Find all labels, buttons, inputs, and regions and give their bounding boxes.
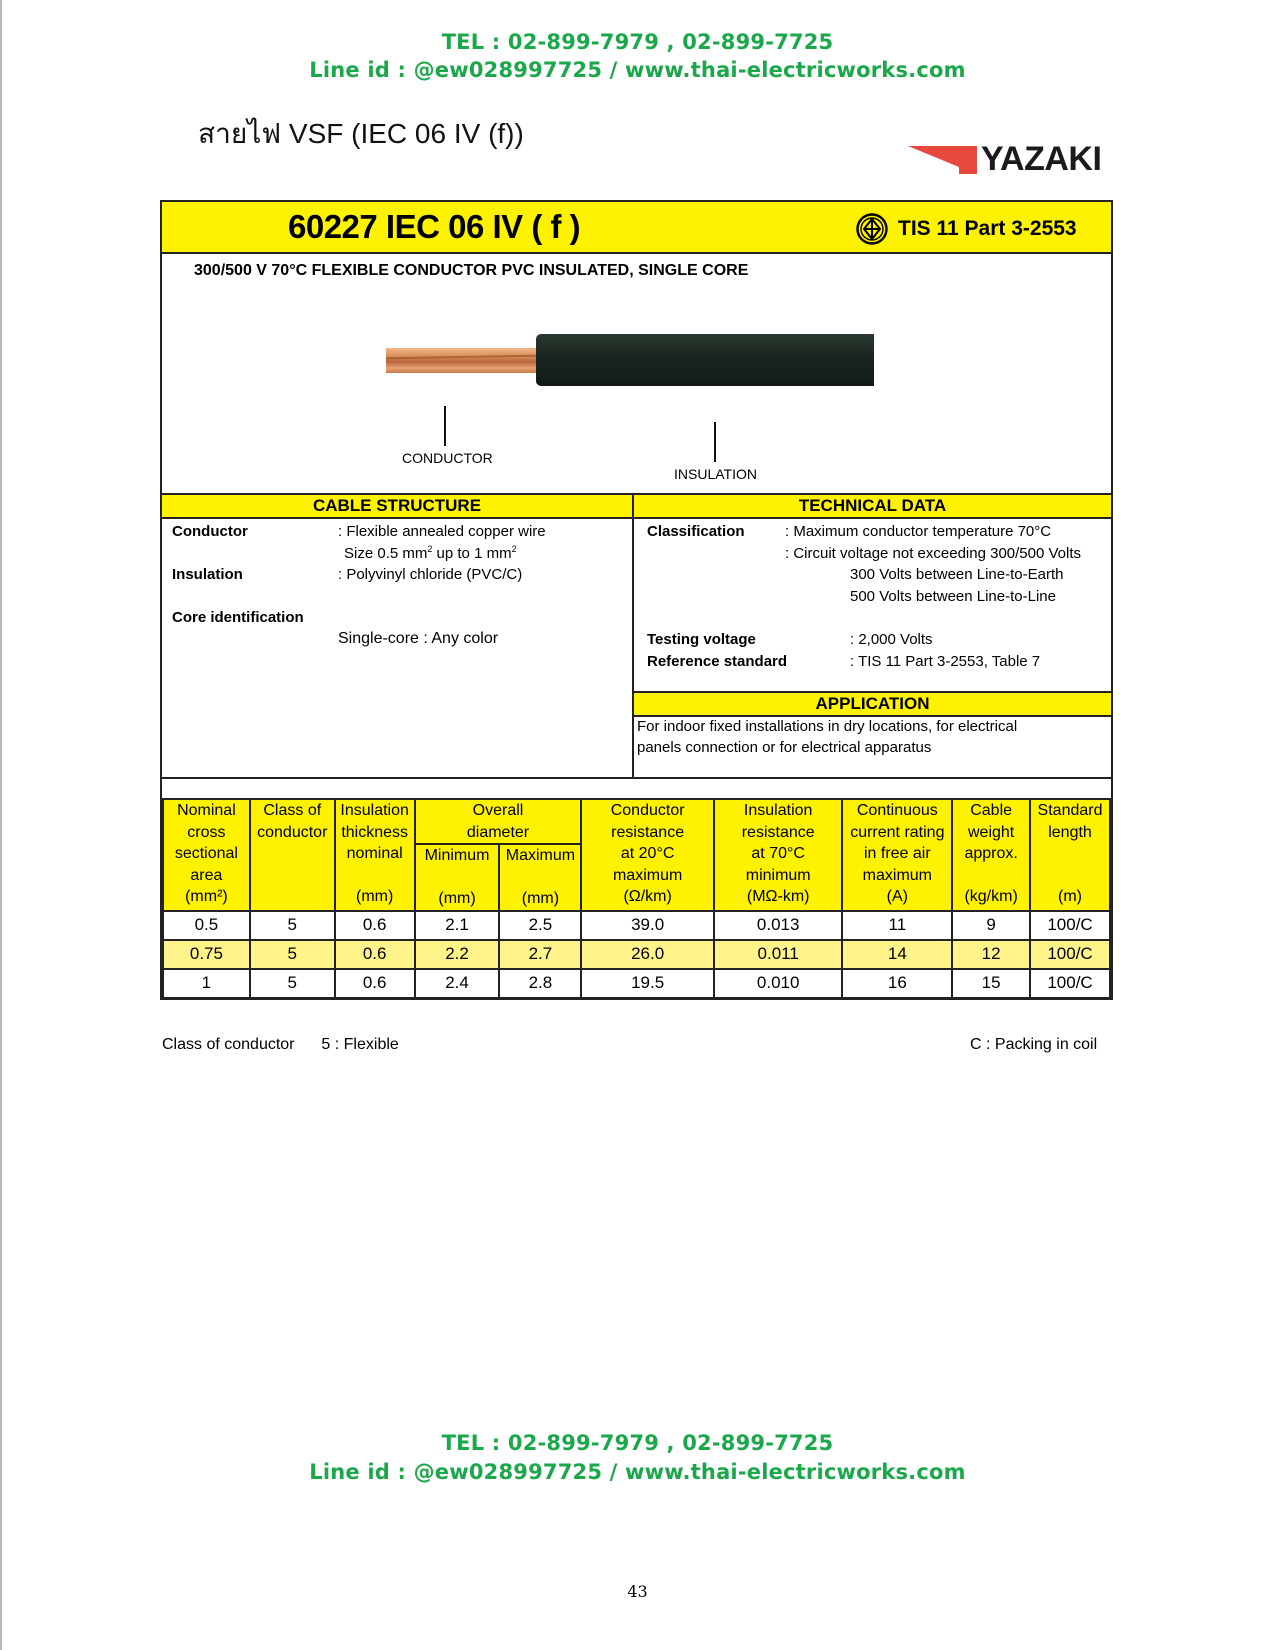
table-cell: 15 bbox=[952, 969, 1030, 998]
classification-line: : Maximum conductor temperature 70°C bbox=[785, 523, 1052, 540]
table-cell: 0.75 bbox=[163, 940, 250, 969]
header-diameter bbox=[415, 799, 582, 844]
page-edge bbox=[0, 0, 2, 1650]
header-diameter-min bbox=[415, 844, 500, 911]
header-line: (Ω/km) bbox=[623, 888, 672, 905]
reference-standard-value: : TIS 11 Part 3-2553, Table 7 bbox=[850, 653, 1041, 670]
class-note-value: 5 : Flexible bbox=[321, 1036, 399, 1053]
classification-line: 500 Volts between Line-to-Line bbox=[850, 588, 1056, 605]
table-cell: 0.5 bbox=[163, 911, 250, 940]
table-cell: 0.6 bbox=[335, 969, 415, 998]
header-line: maximum bbox=[612, 866, 683, 884]
contact-line-top: Line id : @ew028997725 / www.thai-electricworks.com bbox=[309, 58, 966, 82]
header-line: maximum bbox=[862, 866, 932, 884]
superscript-2: 2 bbox=[511, 544, 517, 554]
page-number: 43 bbox=[627, 1582, 648, 1601]
table-cell: 2.5 bbox=[499, 911, 581, 940]
class-of-conductor-note bbox=[162, 1036, 399, 1054]
header-line: Overall bbox=[472, 802, 524, 819]
header-line: in free air bbox=[863, 845, 931, 862]
header-line: (MΩ-km) bbox=[746, 888, 810, 905]
spec-sheet bbox=[160, 200, 1113, 1000]
table-cell: 2.4 bbox=[415, 969, 500, 998]
table-cell: 100/C bbox=[1030, 940, 1110, 969]
header-line: (mm) bbox=[521, 890, 560, 907]
conductor-image bbox=[386, 348, 536, 373]
table-cell: 1 bbox=[163, 969, 250, 998]
header-line: Standard bbox=[1037, 802, 1103, 819]
yazaki-logo-icon-block bbox=[959, 146, 977, 174]
contact-tel-bottom: TEL : 02-899-7979 , 02-899-7725 bbox=[441, 1431, 834, 1455]
conductor-value: : Flexible annealed copper wire bbox=[338, 523, 546, 540]
table-row bbox=[163, 969, 1110, 998]
conductor-size bbox=[344, 544, 517, 562]
header-line: Cable bbox=[970, 802, 1013, 819]
tis-certification-mark-icon bbox=[856, 213, 888, 245]
contact-line-bottom: Line id : @ew028997725 / www.thai-electricworks.com bbox=[309, 1460, 966, 1484]
classification-label: Classification bbox=[647, 523, 745, 540]
header-line: Maximum bbox=[505, 847, 576, 864]
yazaki-logo bbox=[908, 140, 1118, 188]
table-row bbox=[163, 911, 1110, 940]
header-line: Insulation bbox=[340, 802, 409, 819]
core-identification-label: Core identification bbox=[172, 609, 304, 626]
table-cell: 2.7 bbox=[499, 940, 581, 969]
conductor-label: Conductor bbox=[172, 523, 248, 540]
header-line: resistance bbox=[611, 823, 685, 841]
header-line: Conductor bbox=[610, 802, 685, 819]
header-area bbox=[163, 799, 250, 911]
header-spacer bbox=[416, 867, 499, 889]
table-cell: 100/C bbox=[1030, 969, 1110, 998]
header-diameter-max bbox=[499, 844, 581, 911]
header-line: Minimum bbox=[424, 847, 490, 864]
header-spacer bbox=[336, 865, 414, 887]
conductor-size-from: Size 0.5 mm bbox=[344, 545, 428, 562]
table-cell: 0.010 bbox=[714, 969, 843, 998]
table-cell: 2.8 bbox=[499, 969, 581, 998]
header-line: nominal bbox=[346, 845, 403, 862]
table-cell: 2.2 bbox=[415, 940, 500, 969]
header-line: thickness bbox=[341, 823, 409, 841]
header-current-rating bbox=[842, 799, 952, 911]
packing-note: C : Packing in coil bbox=[970, 1036, 1098, 1053]
insulation-value: : Polyvinyl chloride (PVC/C) bbox=[338, 566, 523, 583]
classification-line: 300 Volts between Line-to-Earth bbox=[850, 566, 1064, 583]
table-cell: 100/C bbox=[1030, 911, 1110, 940]
table-cell: 26.0 bbox=[581, 940, 714, 969]
table-cell: 19.5 bbox=[581, 969, 714, 998]
core-identification-value: Single-core : Any color bbox=[338, 630, 499, 647]
reference-standard-label: Reference standard bbox=[647, 653, 788, 670]
header-line: approx. bbox=[964, 845, 1018, 862]
header-line: resistance bbox=[741, 823, 815, 841]
spec-table bbox=[162, 798, 1111, 999]
header-line: weight bbox=[968, 823, 1015, 841]
header-line: area bbox=[190, 866, 223, 884]
tis-standard bbox=[856, 212, 1077, 246]
conductor-leader-line bbox=[444, 406, 446, 446]
header-line: Insulation bbox=[743, 802, 813, 819]
class-note-label: Class of conductor bbox=[162, 1036, 295, 1053]
cable-structure-heading: CABLE STRUCTURE bbox=[162, 493, 632, 519]
insulation-leader-line bbox=[714, 422, 716, 462]
logo-wordmark: YAZAKI bbox=[981, 140, 1102, 178]
header-spacer bbox=[953, 865, 1029, 887]
header-class bbox=[250, 799, 335, 911]
header-spacer bbox=[251, 843, 334, 907]
header-length bbox=[1030, 799, 1110, 911]
header-thickness bbox=[335, 799, 415, 911]
classification-line: : Circuit voltage not exceeding 300/500 Volts bbox=[785, 545, 1082, 562]
table-cell: 14 bbox=[842, 940, 952, 969]
application-line: panels connection or for electrical apparatus bbox=[637, 739, 932, 756]
header-spacer bbox=[500, 867, 580, 889]
section-divider bbox=[162, 777, 1111, 779]
application-heading: APPLICATION bbox=[634, 691, 1111, 717]
column-divider bbox=[632, 493, 634, 779]
header-line: (m) bbox=[1058, 888, 1082, 905]
tis-label: TIS 11 Part 3-2553 bbox=[898, 217, 1077, 240]
spec-title-bar bbox=[162, 202, 1111, 254]
header-line: Class of bbox=[263, 802, 322, 819]
page-title: สายไฟ VSF (IEC 06 IV (f)) bbox=[198, 118, 524, 149]
table-cell: 0.6 bbox=[335, 940, 415, 969]
table-cell: 16 bbox=[842, 969, 952, 998]
technical-data-heading: TECHNICAL DATA bbox=[634, 493, 1111, 519]
table-cell: 0.011 bbox=[714, 940, 843, 969]
header-line: at 20°C bbox=[620, 845, 675, 862]
header-line: Nominal bbox=[177, 802, 236, 819]
superscript-2: 2 bbox=[427, 544, 433, 554]
header-line: minimum bbox=[745, 866, 811, 884]
table-cell: 5 bbox=[250, 911, 335, 940]
spec-subtitle: 300/500 V 70°C FLEXIBLE CONDUCTOR PVC INSULATED, SINGLE CORE bbox=[194, 262, 749, 279]
header-line: diameter bbox=[466, 823, 530, 841]
cable-illustration bbox=[386, 334, 866, 390]
table-cell: 39.0 bbox=[581, 911, 714, 940]
header-spacer bbox=[1031, 843, 1109, 886]
table-row bbox=[163, 940, 1110, 969]
application-line: For indoor fixed installations in dry locations, for electrical bbox=[637, 718, 1018, 735]
insulation-label: Insulation bbox=[172, 566, 243, 583]
table-cell: 9 bbox=[952, 911, 1030, 940]
header-line: (A) bbox=[886, 888, 908, 905]
header-line: length bbox=[1048, 823, 1092, 841]
header-line: current rating bbox=[850, 823, 945, 841]
table-cell: 0.013 bbox=[714, 911, 843, 940]
header-line: (mm) bbox=[356, 888, 394, 905]
table-cell: 11 bbox=[842, 911, 952, 940]
table-cell: 2.1 bbox=[415, 911, 500, 940]
spec-title: 60227 IEC 06 IV ( f ) bbox=[288, 208, 581, 245]
testing-voltage-value: : 2,000 Volts bbox=[850, 631, 933, 648]
header-line: conductor bbox=[257, 823, 328, 841]
table-cell: 5 bbox=[250, 940, 335, 969]
table-cell: 5 bbox=[250, 969, 335, 998]
table-cell: 12 bbox=[952, 940, 1030, 969]
insulation-caption: INSULATION bbox=[674, 466, 757, 482]
testing-voltage-label: Testing voltage bbox=[647, 631, 756, 648]
header-line: (mm²) bbox=[185, 888, 228, 905]
table-cell: 0.6 bbox=[335, 911, 415, 940]
header-insulation-resistance bbox=[714, 799, 843, 911]
contact-tel-top: TEL : 02-899-7979 , 02-899-7725 bbox=[441, 30, 834, 54]
conductor-size-to: up to 1 mm bbox=[432, 545, 512, 562]
header-line: (kg/km) bbox=[964, 888, 1018, 905]
conductor-caption: CONDUCTOR bbox=[402, 450, 493, 466]
header-line: at 70°C bbox=[751, 845, 805, 862]
insulation-image bbox=[536, 334, 874, 386]
header-conductor-resistance bbox=[581, 799, 714, 911]
header-line: cross bbox=[187, 823, 226, 841]
header-line: (mm) bbox=[438, 890, 476, 907]
header-weight bbox=[952, 799, 1030, 911]
header-line: sectional bbox=[174, 845, 238, 862]
header-line: Continuous bbox=[856, 802, 938, 819]
